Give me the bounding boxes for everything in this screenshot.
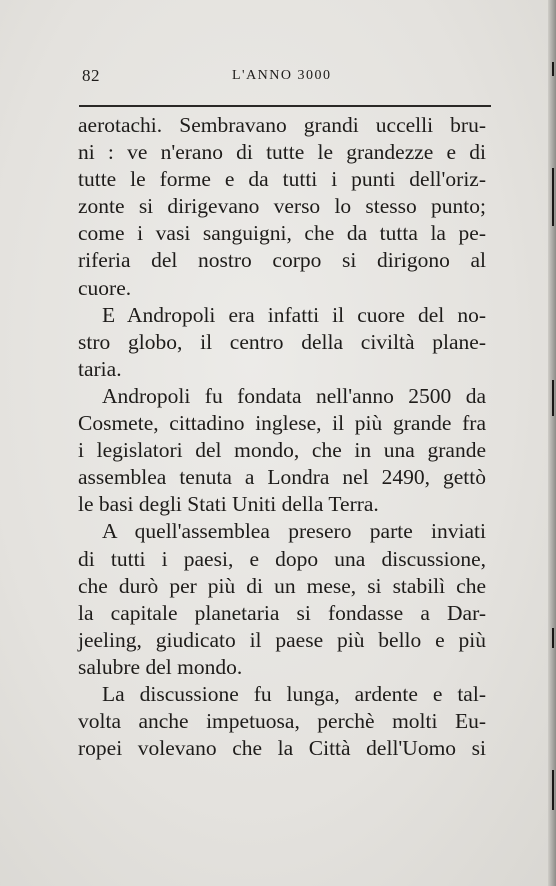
body-text (78, 112, 486, 762)
text-line: E Andropoli era infatti il cuore del no- (102, 302, 486, 327)
page-number: 82 (82, 66, 100, 85)
text-line: La discussione fu lunga, ardente e tal- (102, 681, 486, 706)
text-line: A quell'assemblea presero parte inviati (102, 519, 486, 544)
text-line: le basi degli Stati Uniti della Terra. (78, 492, 379, 517)
text-line: tutte le forme e da tutti i punti dell'oriz- (78, 167, 486, 192)
text-line: che durò per più di un mese, si stabilì che (78, 573, 486, 598)
text-line: stro globo, il centro della civiltà plane- (78, 329, 486, 354)
text-line: aerotachi. Sembravano grandi uccelli bru- (78, 113, 486, 137)
text-line: i legislatori del mondo, che in una grande (78, 438, 486, 463)
edge-mark (552, 62, 554, 76)
page-header (82, 66, 492, 90)
text-line: taria. (78, 356, 122, 381)
text-line: cuore. (78, 275, 132, 300)
text-line: volta anche impetuosa, perchè molti Eu- (78, 709, 486, 734)
text-line: Andropoli fu fondata nell'anno 2500 da (102, 383, 486, 408)
text-line: riferia del nostro corpo si dirigono al (78, 248, 486, 273)
edge-mark (552, 628, 554, 648)
text-line: zonte si dirigevano verso lo stesso punto; (78, 194, 486, 219)
header-rule (79, 105, 491, 107)
edge-mark (552, 380, 554, 416)
text-line: ropei volevano che la Città dell'Uomo si (78, 736, 486, 761)
page-edge-shadow (548, 0, 556, 886)
edge-mark (552, 770, 554, 810)
text-line: assemblea tenuta a Londra nel 2490, gettò (78, 465, 486, 490)
text-line: Cosmete, cittadino inglese, il più grande fra (78, 411, 486, 436)
text-line: la capitale planetaria si fondasse a Dar- (78, 600, 486, 625)
text-line: jeeling, giudicato il paese più bello e più (78, 627, 486, 652)
running-title: L'ANNO 3000 (232, 68, 332, 83)
text-line: salubre del mondo. (78, 654, 243, 679)
text-line: come i vasi sanguigni, che da tutta la pe- (78, 221, 486, 246)
text-line: di tutti i paesi, e dopo una discussione, (78, 546, 486, 571)
text-line: ni : ve n'erano di tutte le grandezze e di (78, 140, 486, 165)
edge-mark (552, 168, 554, 226)
